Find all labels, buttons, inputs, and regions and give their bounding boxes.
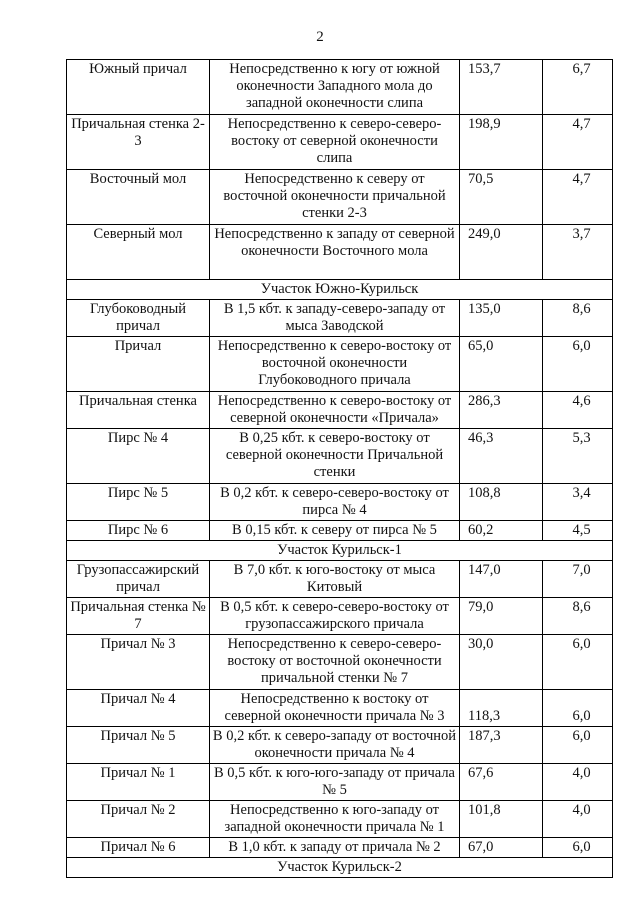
berth-name-cell: Причальная стенка 2-3 xyxy=(67,115,210,170)
table-row xyxy=(67,115,613,170)
section-header-row xyxy=(67,280,613,300)
berth-depth-cell: 4,5 xyxy=(543,521,613,541)
berth-location-cell: Непосредственно к северу от восточной оконечности причальной стенки 2-3 xyxy=(210,170,460,225)
berth-name-cell: Причал № 3 xyxy=(67,635,210,690)
berth-length-cell: 286,3 xyxy=(460,392,543,429)
table-row xyxy=(67,337,613,392)
berth-location-cell: В 0,2 кбт. к северо-северо-востоку от пирса № 4 xyxy=(210,484,460,521)
table-row xyxy=(67,484,613,521)
berth-length-cell: 101,8 xyxy=(460,801,543,838)
berth-name-cell: Причал № 6 xyxy=(67,838,210,858)
berth-location-cell: Непосредственно к западу от северной оконечности Восточного мола xyxy=(210,225,460,280)
berth-depth-cell: 4,7 xyxy=(543,115,613,170)
berth-length-cell: 135,0 xyxy=(460,300,543,337)
berth-depth-cell: 4,0 xyxy=(543,801,613,838)
table-row xyxy=(67,561,613,598)
berth-length-cell: 147,0 xyxy=(460,561,543,598)
table-row xyxy=(67,225,613,280)
table-row xyxy=(67,801,613,838)
section-title: Участок Южно-Курильск xyxy=(67,280,613,300)
table-row xyxy=(67,635,613,690)
berth-depth-cell: 6,0 xyxy=(543,635,613,690)
berth-location-cell: Непосредственно к северо-северо-востоку от восточной оконечности причальной стенки № 7 xyxy=(210,635,460,690)
table-row xyxy=(67,521,613,541)
berth-length-cell: 187,3 xyxy=(460,727,543,764)
table-row xyxy=(67,727,613,764)
berth-location-cell: Непосредственно к северо-востоку от восточной оконечности Глубоководного причала xyxy=(210,337,460,392)
berth-name-cell: Глубоководный причал xyxy=(67,300,210,337)
table-row xyxy=(67,764,613,801)
table-row xyxy=(67,838,613,858)
berth-length-cell: 198,9 xyxy=(460,115,543,170)
berth-name-cell: Северный мол xyxy=(67,225,210,280)
berth-depth-cell: 8,6 xyxy=(543,598,613,635)
section-header-row xyxy=(67,858,613,878)
berth-depth-cell: 6,0 xyxy=(543,838,613,858)
berth-length-cell: 30,0 xyxy=(460,635,543,690)
berths-table xyxy=(66,59,613,878)
berth-length-cell: 118,3 xyxy=(460,690,543,727)
berth-depth-cell: 6,7 xyxy=(543,60,613,115)
table-row xyxy=(67,690,613,727)
berth-depth-cell: 6,0 xyxy=(543,727,613,764)
berth-depth-cell: 4,6 xyxy=(543,392,613,429)
berth-location-cell: В 0,5 кбт. к юго-юго-западу от причала № 5 xyxy=(210,764,460,801)
section-title: Участок Курильск-2 xyxy=(67,858,613,878)
berth-length-cell: 67,0 xyxy=(460,838,543,858)
berth-name-cell: Грузопассажирский причал xyxy=(67,561,210,598)
berth-length-cell: 46,3 xyxy=(460,429,543,484)
berth-location-cell: Непосредственно к северо-северо-востоку от северной оконечности слипа xyxy=(210,115,460,170)
berth-length-cell: 60,2 xyxy=(460,521,543,541)
berth-length-cell: 65,0 xyxy=(460,337,543,392)
berth-location-cell: В 0,2 кбт. к северо-западу от восточной оконечности причала № 4 xyxy=(210,727,460,764)
berth-depth-cell: 4,7 xyxy=(543,170,613,225)
table-row xyxy=(67,392,613,429)
berth-location-cell: В 1,0 кбт. к западу от причала № 2 xyxy=(210,838,460,858)
berth-location-cell: В 0,15 кбт. к северу от пирса № 5 xyxy=(210,521,460,541)
berth-depth-cell: 5,3 xyxy=(543,429,613,484)
berth-name-cell: Пирс № 4 xyxy=(67,429,210,484)
berth-location-cell: В 0,5 кбт. к северо-северо-востоку от грузопассажирского причала xyxy=(210,598,460,635)
berth-depth-cell: 6,0 xyxy=(543,337,613,392)
berth-length-cell: 249,0 xyxy=(460,225,543,280)
berth-location-cell: Непосредственно к северо-востоку от северной оконечности «Причала» xyxy=(210,392,460,429)
berth-name-cell: Причал № 1 xyxy=(67,764,210,801)
page-number: 2 xyxy=(316,29,324,45)
berth-length-cell: 67,6 xyxy=(460,764,543,801)
berth-length-cell: 153,7 xyxy=(460,60,543,115)
berth-name-cell: Причал xyxy=(67,337,210,392)
berth-depth-cell: 3,7 xyxy=(543,225,613,280)
berth-name-cell: Восточный мол xyxy=(67,170,210,225)
section-header-row xyxy=(67,541,613,561)
berth-name-cell: Причал № 4 xyxy=(67,690,210,727)
berth-depth-cell: 6,0 xyxy=(543,690,613,727)
berth-name-cell: Причальная стенка № 7 xyxy=(67,598,210,635)
berth-depth-cell: 3,4 xyxy=(543,484,613,521)
section-title: Участок Курильск-1 xyxy=(67,541,613,561)
berth-length-cell: 70,5 xyxy=(460,170,543,225)
berth-name-cell: Причал № 2 xyxy=(67,801,210,838)
berth-location-cell: В 1,5 кбт. к западу-северо-западу от мыса Заводской xyxy=(210,300,460,337)
table-row xyxy=(67,598,613,635)
table-body xyxy=(67,60,613,878)
berth-length-cell: 108,8 xyxy=(460,484,543,521)
table-row xyxy=(67,300,613,337)
berth-location-cell: В 0,25 кбт. к северо-востоку от северной оконечности Причальной стенки xyxy=(210,429,460,484)
table-row xyxy=(67,429,613,484)
berth-depth-cell: 8,6 xyxy=(543,300,613,337)
table-row xyxy=(67,60,613,115)
berth-name-cell: Причальная стенка xyxy=(67,392,210,429)
berth-location-cell: Непосредственно к югу от южной оконечности Западного мола до западной оконечности слипа xyxy=(210,60,460,115)
berth-location-cell: Непосредственно к востоку от северной оконечности причала № 3 xyxy=(210,690,460,727)
berth-depth-cell: 4,0 xyxy=(543,764,613,801)
table-row xyxy=(67,170,613,225)
berth-name-cell: Пирс № 5 xyxy=(67,484,210,521)
berth-name-cell: Южный причал xyxy=(67,60,210,115)
berth-name-cell: Пирс № 6 xyxy=(67,521,210,541)
berth-name-cell: Причал № 5 xyxy=(67,727,210,764)
berth-length-cell: 79,0 xyxy=(460,598,543,635)
berth-depth-cell: 7,0 xyxy=(543,561,613,598)
berth-location-cell: Непосредственно к юго-западу от западной оконечности причала № 1 xyxy=(210,801,460,838)
berth-location-cell: В 7,0 кбт. к юго-востоку от мыса Китовый xyxy=(210,561,460,598)
